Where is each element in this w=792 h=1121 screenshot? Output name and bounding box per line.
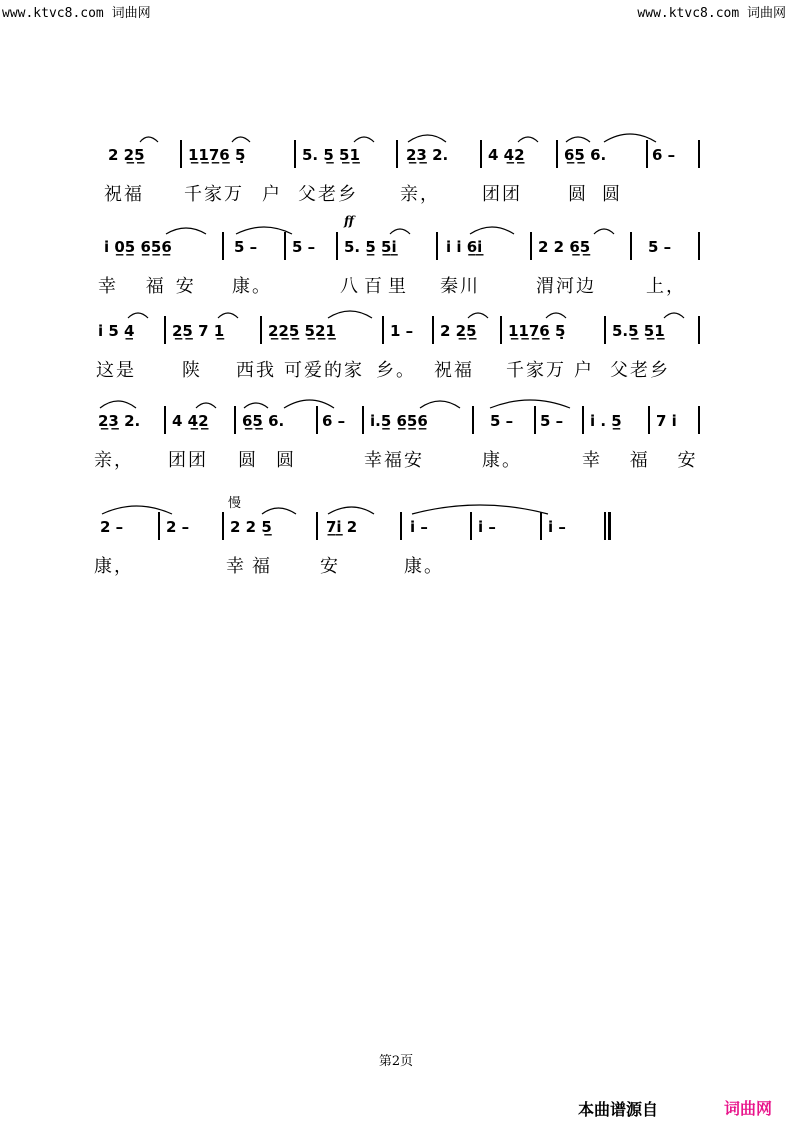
lyric: 户 xyxy=(574,360,594,381)
slur xyxy=(354,137,374,142)
lyric: 圆 xyxy=(276,450,296,471)
note-group: i – xyxy=(410,518,428,536)
lyric: 幸福 xyxy=(226,556,278,577)
slur xyxy=(196,403,216,408)
slur xyxy=(284,400,334,408)
note-group: 2 2 5̲ xyxy=(230,518,272,536)
note-group: 1̲1̲7̲6̲ 5̣ xyxy=(508,322,566,340)
lyric: 圆 xyxy=(568,184,588,205)
note-group: 6̲5̲ 6. xyxy=(564,146,607,164)
lyric: 团团 xyxy=(482,184,522,205)
lyric: 康。 xyxy=(232,276,272,297)
lyric: 康。 xyxy=(482,450,522,471)
note-group: i.5̲ 6̲5̲6̲ xyxy=(370,412,428,430)
lyric: 团团 xyxy=(168,450,208,471)
lyric: 八百里 xyxy=(340,276,412,297)
lyric: 上， xyxy=(646,276,686,297)
slur xyxy=(408,135,446,142)
note-group: 2̲3̲ 2. xyxy=(98,412,141,430)
slur xyxy=(232,137,250,142)
slur xyxy=(468,313,488,318)
slur xyxy=(604,134,656,142)
slur xyxy=(420,401,460,408)
slur xyxy=(100,401,136,408)
note-group: 2 2̲5̲ xyxy=(440,322,477,340)
note-group: 5. 5̲ 5̲1̲ xyxy=(302,146,360,164)
note-group: 2̲3̲ 2. xyxy=(406,146,449,164)
note-group: 1̲1̲7̲6̲ 5̣ xyxy=(188,146,246,164)
note-group: 4 4̲2̲ xyxy=(172,412,209,430)
note-group: 5. 5̲ 5̲i̲ xyxy=(344,238,397,256)
lyric: 秦川 xyxy=(440,276,480,297)
lyric: 可爱的家 xyxy=(284,360,364,381)
lyric: 千家万 xyxy=(506,360,566,381)
source-label: 本曲谱源自 xyxy=(578,1100,659,1119)
note-group: 5 – xyxy=(234,238,258,256)
site-url-right[interactable]: www.ktvc8.com 词曲网 xyxy=(637,6,786,21)
note-group: 2 – xyxy=(166,518,190,536)
slur xyxy=(328,311,372,318)
dynamic-mark-ff: ff xyxy=(344,214,354,228)
lyric: 幸福安 xyxy=(364,450,424,471)
lyric: 千家万 xyxy=(184,184,244,205)
lyric: 乡。 xyxy=(376,360,416,381)
lyric: 这是 xyxy=(96,360,136,381)
lyric: 康。 xyxy=(404,556,444,577)
lyric: 祝福 xyxy=(104,184,144,205)
slur xyxy=(140,137,158,142)
page-number: 第2页 xyxy=(378,1054,414,1069)
lyric: 幸 福 安 xyxy=(582,450,708,471)
lyric: 圆 xyxy=(238,450,258,471)
site-logo[interactable]: 词曲网 xyxy=(724,1099,773,1118)
lyric: 户 xyxy=(262,184,282,205)
note-group: i – xyxy=(548,518,566,536)
lyric: 祝福 xyxy=(434,360,474,381)
note-group: i 5 4̲ xyxy=(98,322,135,340)
note-group: i – xyxy=(478,518,496,536)
site-url-left[interactable]: www.ktvc8.com 词曲网 xyxy=(2,6,151,21)
note-group: 6 – xyxy=(652,146,676,164)
slur xyxy=(102,506,172,514)
slur xyxy=(390,229,410,234)
note-group: 5.5̲ 5̲1̲ xyxy=(612,322,665,340)
note-group: 1 – xyxy=(390,322,414,340)
note-group: 2 – xyxy=(100,518,124,536)
slur xyxy=(664,313,684,318)
slur xyxy=(518,137,538,142)
slur xyxy=(546,313,566,318)
slur xyxy=(412,505,548,514)
lyric: 幸 福安 xyxy=(98,276,206,297)
note-group: 6 – xyxy=(322,412,346,430)
slur xyxy=(262,508,296,514)
lyric: 陕 xyxy=(182,360,202,381)
lyric: 父老乡 xyxy=(298,184,358,205)
note-group: 7̲i̲ 2 xyxy=(326,518,358,536)
note-group: 2̲5̲ 7 1̲ xyxy=(172,322,225,340)
note-group: i . 5̲ xyxy=(590,412,622,430)
lyric: 亲， xyxy=(94,450,134,471)
slur xyxy=(166,228,206,234)
lyric: 渭河边 xyxy=(536,276,596,297)
slur xyxy=(594,229,614,234)
lyric: 安 xyxy=(320,556,340,577)
note-group: 4 4̲2̲ xyxy=(488,146,525,164)
note-group: 5 – xyxy=(292,238,316,256)
note-group: 2̲2̲5̲ 5̲2̲1̲ xyxy=(268,322,336,340)
lyric: 圆 xyxy=(602,184,622,205)
slur xyxy=(470,227,514,234)
note-group: 5 – xyxy=(648,238,672,256)
slur xyxy=(128,313,148,318)
note-group: i 0̲5̲ 6̲5̲6̲ xyxy=(104,238,172,256)
slur xyxy=(566,137,590,142)
note-group: 5 – xyxy=(490,412,514,430)
slur xyxy=(236,227,292,234)
note-group: 7 i xyxy=(656,412,677,430)
slur xyxy=(328,507,374,514)
note-group: i i 6̲i̲ xyxy=(446,238,483,256)
slur xyxy=(218,313,238,318)
lyric: 西我 xyxy=(236,360,276,381)
note-group: 6̲5̲ 6. xyxy=(242,412,285,430)
lyric: 父老乡 xyxy=(610,360,670,381)
tempo-mark-slow: 慢 xyxy=(228,496,242,511)
slur xyxy=(490,400,570,408)
lyric: 康， xyxy=(94,556,134,577)
lyric: 亲， xyxy=(400,184,440,205)
note-group: 5 – xyxy=(540,412,564,430)
note-group: 2 2 6̲5̲ xyxy=(538,238,591,256)
note-group: 2 2̲5̲ xyxy=(108,146,145,164)
slur xyxy=(244,403,268,408)
